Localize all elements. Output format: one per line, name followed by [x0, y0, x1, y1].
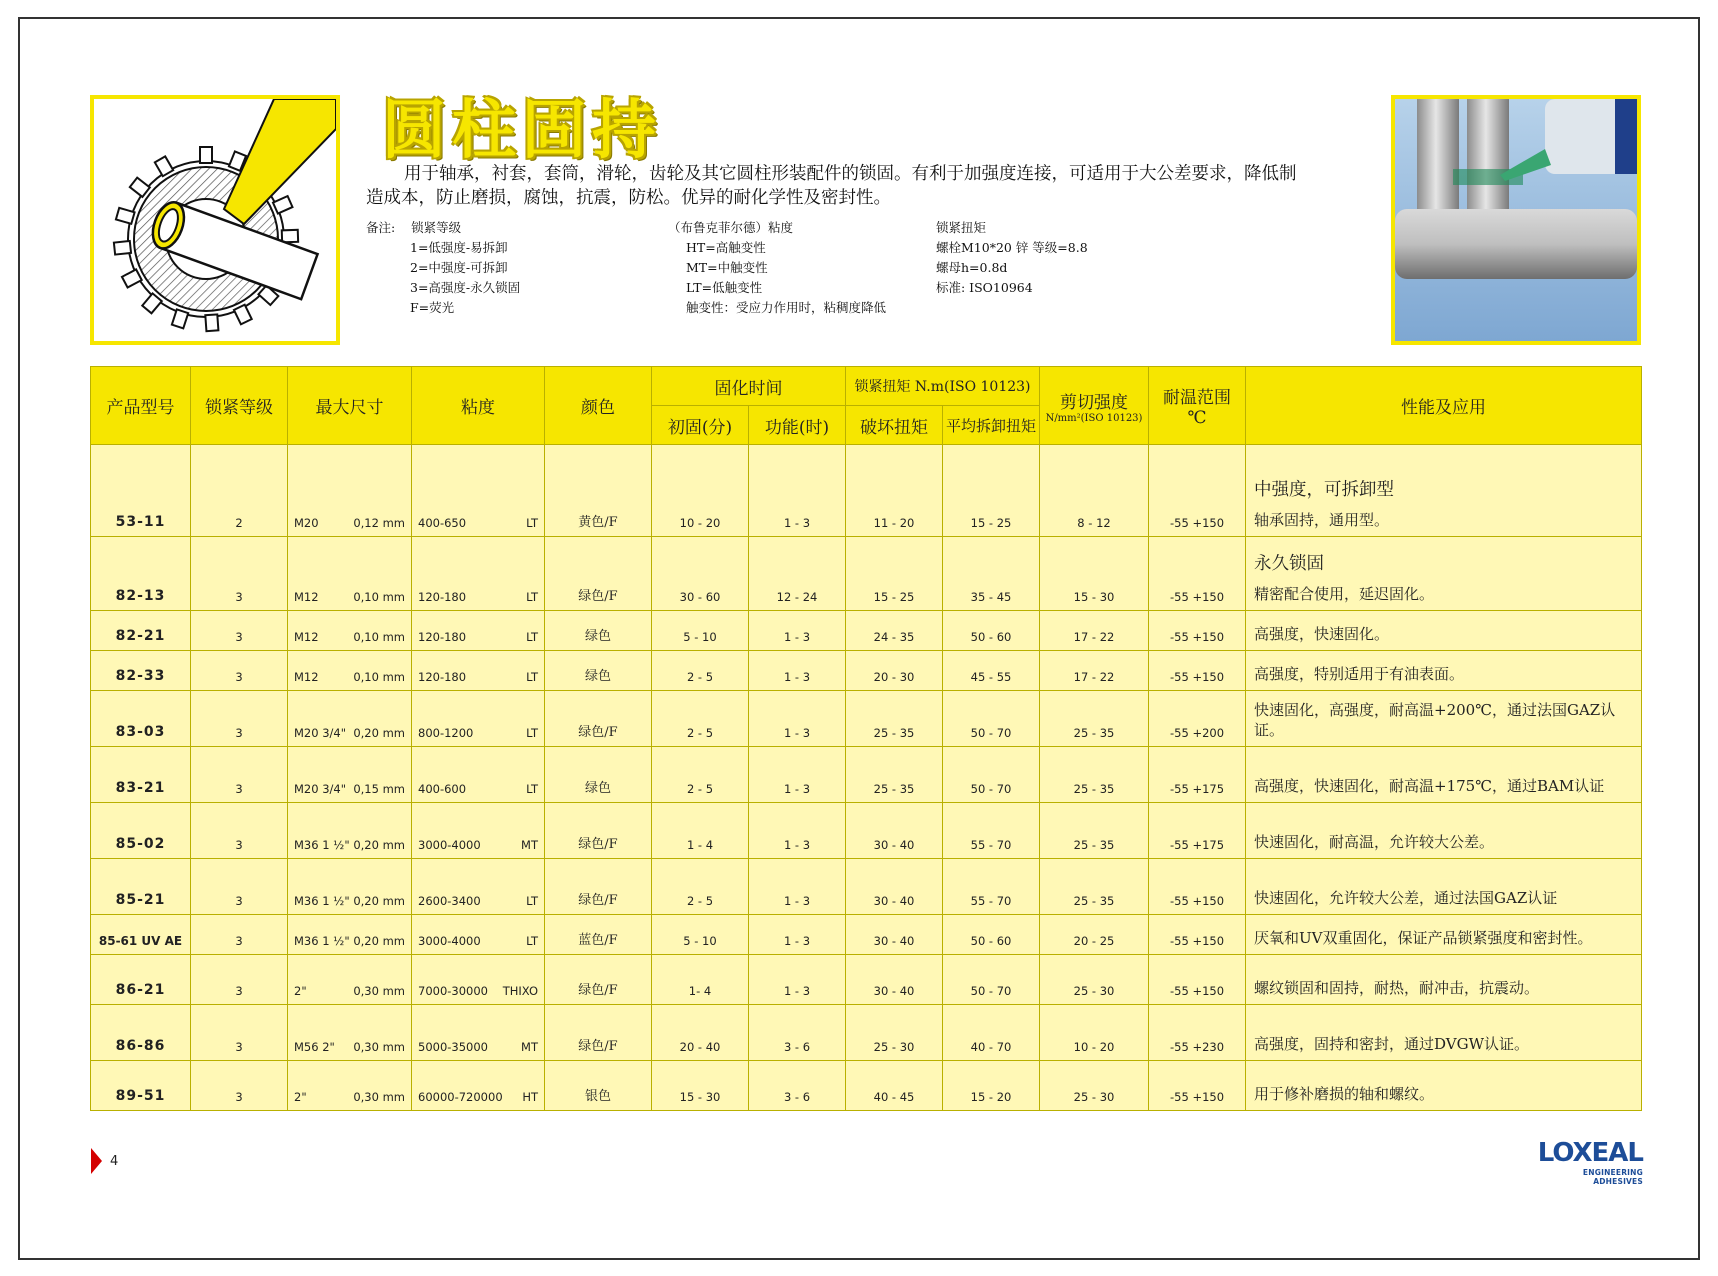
page-title: 圆柱固持 [382, 94, 662, 168]
gap-size: 0,15 mm [353, 782, 405, 796]
shear-strength: 10 - 20 [1040, 1005, 1149, 1061]
viscosity-type: LT [526, 782, 538, 796]
application [1246, 803, 1642, 859]
torque-prevail: 50 - 60 [943, 611, 1040, 651]
gap-size: 0,30 mm [353, 1090, 405, 1104]
lock-grade: 2 [191, 445, 288, 537]
cure-functional: 3 - 6 [749, 1005, 846, 1061]
application-text: 快速固化，高强度，耐高温+200℃，通过法国GAZ认证。 [1254, 701, 1616, 739]
viscosity [412, 955, 545, 1005]
max-size [288, 537, 412, 611]
temp-range: -55 +150 [1149, 445, 1246, 537]
cure-initial: 1- 4 [652, 955, 749, 1005]
notes-right-item: 标准: ISO10964 [936, 280, 1033, 295]
cure-functional: 1 - 3 [749, 803, 846, 859]
application-text: 高强度，固持和密封，通过DVGW认证。 [1254, 1035, 1530, 1053]
table-row [91, 747, 1642, 803]
viscosity-type: LT [526, 934, 538, 948]
notes-right-title: 锁紧扭矩 [936, 220, 987, 235]
viscosity-type: THIXO [502, 984, 538, 998]
torque-prevail: 50 - 70 [943, 747, 1040, 803]
notes-left-item: 2=中强度-可拆卸 [410, 260, 508, 275]
notes-left-title: 锁紧等级 [411, 220, 462, 235]
header-row [91, 367, 1642, 406]
table-row [91, 1061, 1642, 1111]
viscosity-type: LT [526, 670, 538, 684]
torque-prevail: 50 - 70 [943, 955, 1040, 1005]
cure-initial: 5 - 10 [652, 611, 749, 651]
product-code: 82-21 [91, 611, 191, 651]
torque-prevail: 50 - 70 [943, 691, 1040, 747]
cure-initial: 5 - 10 [652, 915, 749, 955]
color: 绿色/F [545, 537, 652, 611]
application-text: 高强度，特别适用于有油表面。 [1254, 665, 1465, 683]
application-text: 快速固化，耐高温，允许较大公差。 [1254, 833, 1495, 851]
col-header-cure-functional: 功能(时) [749, 406, 846, 445]
lock-grade: 3 [191, 1061, 288, 1111]
color: 绿色/F [545, 859, 652, 915]
viscosity-type: LT [526, 590, 538, 604]
product-code: 83-21 [91, 747, 191, 803]
cure-initial: 2 - 5 [652, 691, 749, 747]
col-header-color: 颜色 [545, 367, 652, 445]
viscosity-type: MT [521, 1040, 538, 1054]
application [1246, 747, 1642, 803]
col-header-torque-break: 破坏扭矩 [846, 406, 943, 445]
shear-strength: 25 - 30 [1040, 955, 1149, 1005]
temp-range: -55 +150 [1149, 859, 1246, 915]
lock-grade: 3 [191, 955, 288, 1005]
thread-size: M36 1 ½" [294, 934, 350, 948]
viscosity [412, 915, 545, 955]
product-code: 82-33 [91, 651, 191, 691]
temp-range: -55 +175 [1149, 803, 1246, 859]
page-marker-icon [91, 1148, 102, 1174]
color: 绿色/F [545, 803, 652, 859]
gap-size: 0,12 mm [353, 516, 405, 530]
torque-prevail: 55 - 70 [943, 803, 1040, 859]
application-text: 轴承固持，通用型。 [1254, 511, 1390, 529]
viscosity [412, 537, 545, 611]
table-row [91, 803, 1642, 859]
notes-torque [936, 218, 1088, 298]
shear-strength: 25 - 35 [1040, 691, 1149, 747]
color: 绿色 [545, 747, 652, 803]
gap-size: 0,20 mm [353, 934, 405, 948]
cure-functional: 1 - 3 [749, 611, 846, 651]
torque-break: 24 - 35 [846, 611, 943, 651]
viscosity-range: 120-180 [418, 670, 467, 684]
cure-initial: 10 - 20 [652, 445, 749, 537]
color: 绿色 [545, 651, 652, 691]
product-code: 86-86 [91, 1005, 191, 1061]
max-size [288, 915, 412, 955]
product-spec-table [90, 366, 1642, 1111]
thread-size: M36 1 ½" [294, 894, 350, 908]
col-header-torque: 锁紧扭矩 N.m(ISO 10123) [846, 367, 1040, 406]
color: 黄色/F [545, 445, 652, 537]
thread-size: M20 3/4" [294, 726, 347, 740]
torque-break: 25 - 35 [846, 691, 943, 747]
viscosity-type: HT [522, 1090, 538, 1104]
notes-left-item: F=荧光 [410, 300, 455, 315]
application [1246, 651, 1642, 691]
shear-strength: 25 - 35 [1040, 747, 1149, 803]
col-header-shear [1040, 367, 1149, 445]
viscosity [412, 1061, 545, 1111]
cure-functional: 1 - 3 [749, 955, 846, 1005]
table-row [91, 915, 1642, 955]
torque-prevail: 55 - 70 [943, 859, 1040, 915]
notes-locking-grade [366, 218, 520, 318]
col-header-viscosity: 粘度 [412, 367, 545, 445]
max-size [288, 1061, 412, 1111]
application-photo [1391, 95, 1641, 345]
thread-size: M36 1 ½" [294, 838, 350, 852]
cure-functional: 1 - 3 [749, 747, 846, 803]
color: 银色 [545, 1061, 652, 1111]
color: 绿色 [545, 611, 652, 651]
gap-size: 0,10 mm [353, 630, 405, 644]
temp-range: -55 +150 [1149, 955, 1246, 1005]
application [1246, 445, 1642, 537]
torque-prevail: 40 - 70 [943, 1005, 1040, 1061]
torque-break: 25 - 30 [846, 1005, 943, 1061]
application-text: 快速固化，允许较大公差，通过法国GAZ认证 [1254, 889, 1558, 907]
cure-functional: 3 - 6 [749, 1061, 846, 1111]
application [1246, 955, 1642, 1005]
intro-paragraph: 用于轴承，衬套，套筒，滑轮，齿轮及其它圆柱形装配件的锁固。有利于加强度连接，可适用于大公差要求，降低制造成本，防止磨损，腐蚀，抗震，防松。优异的耐化学性及密封性。 [366, 164, 1297, 208]
viscosity [412, 611, 545, 651]
lock-grade: 3 [191, 803, 288, 859]
viscosity-range: 400-600 [418, 782, 467, 796]
cure-initial: 2 - 5 [652, 651, 749, 691]
cure-initial: 1 - 4 [652, 803, 749, 859]
viscosity-range: 3000-4000 [418, 934, 481, 948]
notes-right-item: 螺母h=0.8d [936, 260, 1008, 275]
lock-grade: 3 [191, 747, 288, 803]
application-text: 高强度，快速固化。 [1254, 625, 1390, 643]
torque-prevail: 50 - 60 [943, 915, 1040, 955]
viscosity-type: LT [526, 726, 538, 740]
temp-range: -55 +150 [1149, 1061, 1246, 1111]
application [1246, 859, 1642, 915]
cure-functional: 1 - 3 [749, 915, 846, 955]
cure-initial: 15 - 30 [652, 1061, 749, 1111]
gap-size: 0,20 mm [353, 726, 405, 740]
viscosity [412, 445, 545, 537]
torque-break: 30 - 40 [846, 915, 943, 955]
torque-break: 15 - 25 [846, 537, 943, 611]
viscosity-range: 2600-3400 [418, 894, 481, 908]
color: 绿色/F [545, 1005, 652, 1061]
table-row [91, 651, 1642, 691]
lock-grade: 3 [191, 1005, 288, 1061]
table-row [91, 691, 1642, 747]
shear-unit: N/mm²(ISO 10123) [1045, 412, 1143, 424]
cure-functional: 1 - 3 [749, 691, 846, 747]
shear-strength: 25 - 35 [1040, 803, 1149, 859]
temp-range: -55 +150 [1149, 915, 1246, 955]
table-row [91, 537, 1642, 611]
viscosity [412, 691, 545, 747]
max-size [288, 445, 412, 537]
shear-strength: 25 - 30 [1040, 1061, 1149, 1111]
product-code: 83-03 [91, 691, 191, 747]
notes-mid-title: （布鲁克菲尔德）粘度 [668, 220, 794, 235]
thread-size: M12 [294, 590, 319, 604]
lock-grade: 3 [191, 691, 288, 747]
color: 绿色/F [545, 691, 652, 747]
viscosity-type: LT [526, 516, 538, 530]
viscosity [412, 803, 545, 859]
viscosity [412, 747, 545, 803]
lock-grade: 3 [191, 651, 288, 691]
cure-functional: 1 - 3 [749, 651, 846, 691]
viscosity [412, 859, 545, 915]
torque-break: 30 - 40 [846, 955, 943, 1005]
temp-range: -55 +200 [1149, 691, 1246, 747]
col-header-product: 产品型号 [91, 367, 191, 445]
thread-size: 2" [294, 984, 307, 998]
viscosity-type: LT [526, 894, 538, 908]
temp-range: -55 +150 [1149, 651, 1246, 691]
notes-mid-item: 触变性：受应力作用时，粘稠度降低 [686, 300, 887, 315]
temp-unit: ℃ [1187, 408, 1207, 428]
notes-mid-item: LT=低触变性 [686, 280, 763, 295]
viscosity-range: 60000-720000 [418, 1090, 503, 1104]
col-header-torque-prevail: 平均拆卸扭矩 [943, 406, 1040, 445]
torque-prevail: 45 - 55 [943, 651, 1040, 691]
shear-strength: 8 - 12 [1040, 445, 1149, 537]
application [1246, 915, 1642, 955]
gap-size: 0,10 mm [353, 670, 405, 684]
lock-grade: 3 [191, 915, 288, 955]
col-header-grade: 锁紧等级 [191, 367, 288, 445]
product-code: 85-02 [91, 803, 191, 859]
cure-initial: 2 - 5 [652, 859, 749, 915]
brand-logo-text: LOXEAL [1537, 1138, 1643, 1168]
torque-prevail: 15 - 20 [943, 1061, 1040, 1111]
cure-initial: 2 - 5 [652, 747, 749, 803]
temp-range: -55 +175 [1149, 747, 1246, 803]
max-size [288, 859, 412, 915]
product-code: 85-61 UV AE [91, 915, 191, 955]
col-header-temp [1149, 367, 1246, 445]
temp-range: -55 +230 [1149, 1005, 1246, 1061]
product-code: 89-51 [91, 1061, 191, 1111]
shear-strength: 17 - 22 [1040, 651, 1149, 691]
thread-size: M20 [294, 516, 319, 530]
temp-range: -55 +150 [1149, 611, 1246, 651]
shear-label: 剪切强度 [1060, 392, 1129, 413]
shear-strength: 15 - 30 [1040, 537, 1149, 611]
product-code: 86-21 [91, 955, 191, 1005]
cylinder-gear-illustration [90, 95, 340, 345]
temp-range: -55 +150 [1149, 537, 1246, 611]
torque-break: 25 - 35 [846, 747, 943, 803]
col-header-cure-time: 固化时间 [652, 367, 846, 406]
application [1246, 611, 1642, 651]
max-size [288, 747, 412, 803]
notes-mid-item: MT=中触变性 [686, 260, 768, 275]
cure-functional: 1 - 3 [749, 859, 846, 915]
viscosity-range: 5000-35000 [418, 1040, 488, 1054]
application-text: 用于修补磨损的轴和螺纹。 [1254, 1085, 1435, 1103]
torque-break: 30 - 40 [846, 859, 943, 915]
viscosity-range: 800-1200 [418, 726, 474, 740]
application-group: 永久锁固 [1254, 554, 1325, 574]
cure-initial: 30 - 60 [652, 537, 749, 611]
temp-label: 耐温范围 [1163, 388, 1232, 408]
notes-viscosity [668, 218, 886, 318]
application-text: 高强度，快速固化，耐高温+175℃，通过BAM认证 [1254, 777, 1605, 795]
notes-mid-item: HT=高触变性 [686, 240, 766, 255]
lock-grade: 3 [191, 611, 288, 651]
color: 绿色/F [545, 955, 652, 1005]
application [1246, 1061, 1642, 1111]
torque-break: 20 - 30 [846, 651, 943, 691]
thread-size: 2" [294, 1090, 307, 1104]
gap-size: 0,30 mm [353, 984, 405, 998]
cure-functional: 1 - 3 [749, 445, 846, 537]
torque-break: 30 - 40 [846, 803, 943, 859]
application-text: 厌氧和UV双重固化，保证产品锁紧强度和密封性。 [1254, 929, 1593, 947]
table-row [91, 1005, 1642, 1061]
col-header-max-size: 最大尺寸 [288, 367, 412, 445]
application [1246, 537, 1642, 611]
thread-size: M12 [294, 670, 319, 684]
thread-size: M20 3/4" [294, 782, 347, 796]
brand-tagline: ENGINEERING ADHESIVES [1582, 1168, 1643, 1186]
application-text: 螺纹锁固和固持，耐热，耐冲击，抗震动。 [1254, 979, 1540, 997]
viscosity-range: 120-180 [418, 630, 467, 644]
lock-grade: 3 [191, 859, 288, 915]
table-body [91, 445, 1642, 1111]
max-size [288, 803, 412, 859]
max-size [288, 1005, 412, 1061]
col-header-application: 性能及应用 [1246, 367, 1642, 445]
brand-logo [1533, 1140, 1643, 1186]
table-row [91, 611, 1642, 651]
viscosity [412, 1005, 545, 1061]
max-size [288, 955, 412, 1005]
viscosity [412, 651, 545, 691]
torque-prevail: 15 - 25 [943, 445, 1040, 537]
viscosity-range: 120-180 [418, 590, 467, 604]
max-size [288, 691, 412, 747]
notes-right-item: 螺栓M10*20 锌 等级=8.8 [936, 240, 1088, 255]
shear-strength: 25 - 35 [1040, 859, 1149, 915]
notes-label: 备注: [366, 220, 396, 235]
application-text: 精密配合使用，延迟固化。 [1254, 585, 1435, 603]
shear-strength: 20 - 25 [1040, 915, 1149, 955]
cure-initial: 20 - 40 [652, 1005, 749, 1061]
max-size [288, 611, 412, 651]
cure-functional: 12 - 24 [749, 537, 846, 611]
table-row [91, 955, 1642, 1005]
viscosity-range: 7000-30000 [418, 984, 488, 998]
notes-left-item: 3=高强度-永久锁固 [410, 280, 521, 295]
viscosity-range: 3000-4000 [418, 838, 481, 852]
table-row [91, 445, 1642, 537]
product-code: 82-13 [91, 537, 191, 611]
gap-size: 0,20 mm [353, 838, 405, 852]
color: 蓝色/F [545, 915, 652, 955]
gap-size: 0,10 mm [353, 590, 405, 604]
torque-break: 11 - 20 [846, 445, 943, 537]
torque-prevail: 35 - 45 [943, 537, 1040, 611]
lock-grade: 3 [191, 537, 288, 611]
viscosity-type: MT [521, 838, 538, 852]
table-row [91, 859, 1642, 915]
thread-size: M56 2" [294, 1040, 335, 1054]
application [1246, 691, 1642, 747]
torque-break: 40 - 45 [846, 1061, 943, 1111]
shear-strength: 17 - 22 [1040, 611, 1149, 651]
thread-size: M12 [294, 630, 319, 644]
gap-size: 0,30 mm [353, 1040, 405, 1054]
gap-size: 0,20 mm [353, 894, 405, 908]
col-header-cure-initial: 初固(分) [652, 406, 749, 445]
viscosity-type: LT [526, 630, 538, 644]
max-size [288, 651, 412, 691]
application [1246, 1005, 1642, 1061]
page-number: 4 [110, 1154, 119, 1169]
viscosity-range: 400-650 [418, 516, 467, 530]
product-code: 85-21 [91, 859, 191, 915]
product-code: 53-11 [91, 445, 191, 537]
application-group: 中强度，可拆卸型 [1254, 480, 1395, 500]
notes-left-item: 1=低强度-易拆卸 [410, 240, 508, 255]
